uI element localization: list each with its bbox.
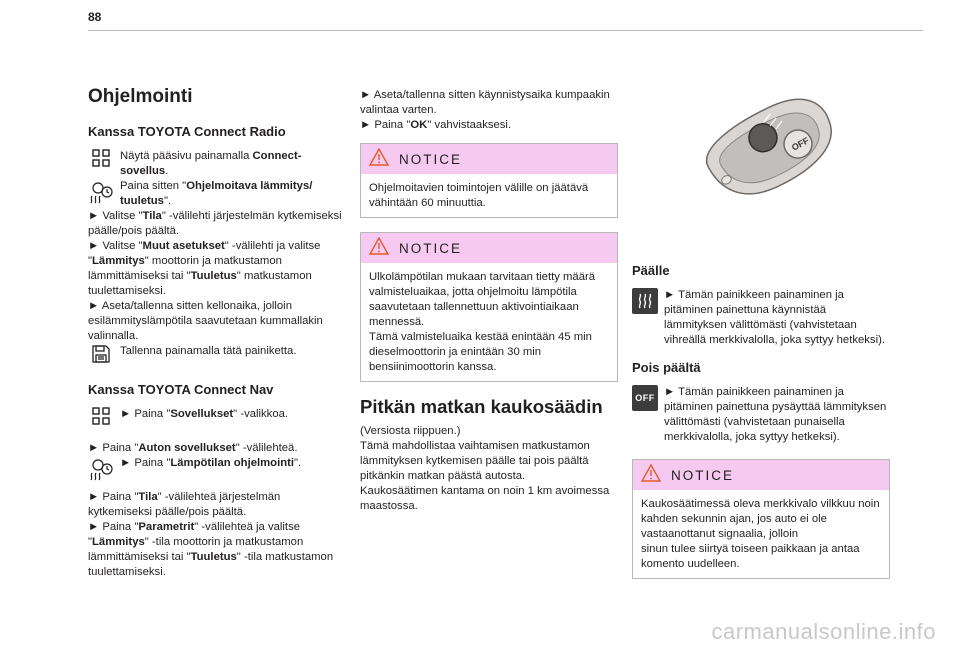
save-icon	[88, 344, 114, 370]
nav-step-4: ► Paina "Tila" -välilehteä järjestelmän kytkemiseksi päälle/pois päältä.	[88, 491, 281, 518]
heading-connect-nav: Kanssa TOYOTA Connect Nav	[88, 382, 274, 397]
radio-step-1: Näytä pääsivu painamalla Connect-sovellus.	[88, 149, 346, 179]
warning-triangle-icon	[369, 237, 389, 260]
heading-connect-radio: Kanssa TOYOTA Connect Radio	[88, 124, 286, 139]
warning-triangle-icon	[641, 464, 661, 487]
apps-grid-icon	[88, 149, 114, 175]
warning-triangle-icon	[369, 148, 389, 171]
off-button-description: OFF ► Tämän painikkeen painaminen ja pitäminen painettuna pysäyttää lämmityksen välittömästi (vahvistetaan punaisella merkkivalolla, joka syttyy hetkeksi).	[632, 385, 890, 445]
nav-step-3: ► Paina "Lämpötilan ohjelmointi".	[88, 456, 346, 482]
heating-on-icon	[632, 288, 658, 314]
remote-control-illustration	[690, 96, 850, 206]
header-rule	[88, 30, 923, 31]
off-button-icon: OFF	[632, 385, 658, 411]
nav-step-2: ► Paina "Auton sovellukset" -välilehteä.	[88, 442, 298, 454]
column-2: ► Aseta/tallenna sitten käynnistysaika kumpaakin valintaa varten. ► Paina "OK" vahvistaaksesi. NOTICE Ohjelmoitavien toimintojen välille on jäätävä vähintään 60 minuuttia. NOTICE Ulkolämpötilan mukaan tarvitaan tietty määrä valmisteluaikaa, jotta ohjelmoitu lämpötila saavutetaan tallennettuun aktivointiaikaan mennessä. Tämä valmisteluaika kestää enintään 45 min dieselmoottorin ja enintään 30 min bensiinimoottorin kanssa. Pitkän matkan kaukosäädin (Versiosta riippuen.) Tämä mahdollistaa vaihtamisen matkustamon lämmityksen kytkemisen päälle tai pois päältä pitkänkin matkan päästä autosta. Kaukosäätimen kantama on noin 1 km avoimessa maastossa.	[360, 88, 618, 514]
notice-box-1: NOTICE Ohjelmoitavien toimintojen välille on jäätävä vähintään 60 minuuttia.	[360, 143, 618, 218]
radio-step-3: ► Valitse "Tila" -välilehti järjestelmän kytkemiseksi päälle/pois päältä.	[88, 210, 342, 237]
programmable-heating-icon	[88, 456, 114, 482]
nav-step-5: ► Paina "Parametrit" -välilehteä ja valitse "Lämmitys" -tila moottorin ja matkustamon lämmittämiseksi tai "Tuuletus" -tila matkustamon tuulettamiseksi.	[88, 521, 334, 578]
remote-off-button-label: OFF	[789, 135, 811, 153]
section-title-ohjelmointi: Ohjelmointi	[88, 86, 193, 107]
column-1	[88, 86, 346, 580]
notice-title: NOTICE	[399, 240, 463, 256]
nav-step-1: ► Paina "Sovellukset" -valikkoa.	[88, 407, 346, 433]
step-start-time: ► Aseta/tallenna sitten käynnistysaika kumpaakin valintaa varten.	[360, 89, 610, 116]
on-button-description: ► Tämän painikkeen painaminen ja pitäminen painettuna käynnistää lämmityksen välittömästi (vahvistetaan vihreällä merkkivalolla, joka syttyy hetkeksi).	[632, 288, 890, 348]
radio-step-4: ► Valitse "Muut asetukset" -välilehti ja valitse "Lämmitys" moottorin ja matkustamon lämmittämiseksi tai "Tuuletus" matkustamon tuulettamiseksi.	[88, 240, 321, 297]
programmable-heating-icon	[88, 179, 114, 205]
apps-grid-icon	[88, 407, 114, 433]
step-ok: ► Paina "OK" vahvistaaksesi.	[360, 119, 512, 131]
radio-step-5: ► Aseta/tallenna sitten kellonaika, jolloin esilämmityslämpötila saavutetaan kummallakin valinnalla.	[88, 300, 323, 342]
watermark: carmanualsonline.info	[711, 619, 936, 644]
heading-off: Pois päältä	[632, 360, 701, 375]
radio-step-2: Paina sitten "Ohjelmoitava lämmitys/ tuuletus".	[88, 179, 346, 209]
column-3	[632, 263, 890, 593]
radio-step-6: Tallenna painamalla tätä painiketta.	[88, 344, 346, 370]
page-number: 88	[88, 10, 102, 24]
section-title-remote: Pitkän matkan kaukosäädin	[360, 396, 603, 417]
notice-box-3: NOTICE Kaukosäätimessä oleva merkkivalo vilkkuu noin kahden sekunnin ajan, jos auto ei ole vastaanottanut signaalia, jolloin sinun tulee siirtyä toiseen paikkaan ja antaa komento uudelleen.	[632, 459, 890, 579]
notice-title: NOTICE	[671, 467, 735, 483]
heading-on: Päälle	[632, 263, 670, 278]
notice-title: NOTICE	[399, 151, 463, 167]
notice-box-2: NOTICE Ulkolämpötilan mukaan tarvitaan tietty määrä valmisteluaikaa, jotta ohjelmoitu lämpötila saavutetaan tallennettuun aktivointiaikaan mennessä. Tämä valmisteluaika kestää enintään 45 min dieselmoottorin ja enintään 30 min bensiinimoottorin kanssa.	[360, 232, 618, 382]
